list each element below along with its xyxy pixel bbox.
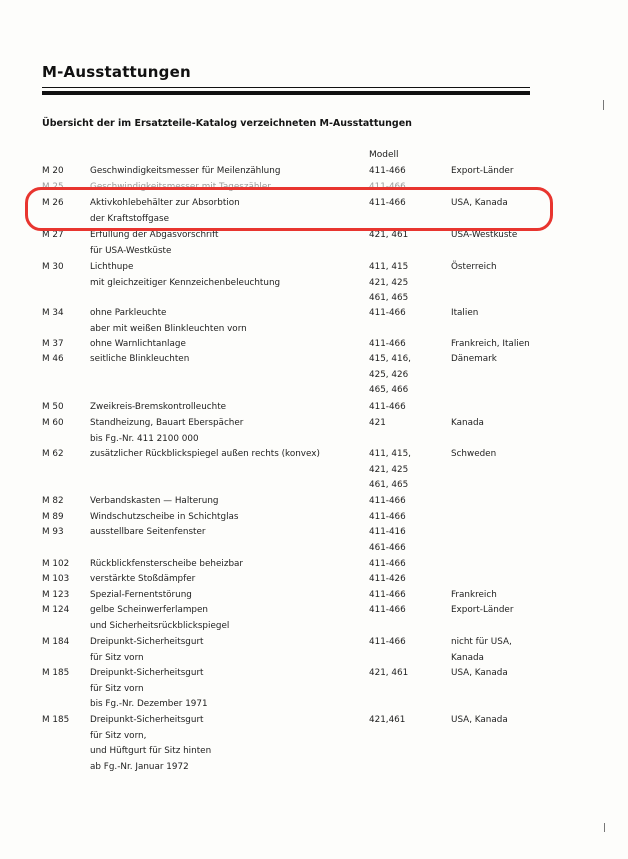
row-description: und Sicherheitsrückblickspiegel <box>90 620 230 631</box>
row-country: USA, Kanada <box>451 668 508 678</box>
row-description: Dreipunkt-Sicherheitsgurt <box>90 637 204 647</box>
row-description: gelbe Scheinwerferlampen <box>90 605 208 615</box>
row-model: 461-466 <box>369 542 406 553</box>
row-description: zusätzlicher Rückblickspiegel außen rechts (konvex) <box>90 449 320 459</box>
row-model: 411-466 <box>369 182 406 192</box>
row-code: M 82 <box>42 496 64 506</box>
row-description: ohne Warnlichtanlage <box>90 339 186 349</box>
row-description: und Hüftgurt für Sitz hinten <box>90 746 212 757</box>
row-model: 411-466 <box>369 605 406 615</box>
row-model: 421, 461 <box>369 230 409 240</box>
row-description: mit gleichzeitiger Kennzeichenbeleuchtung <box>90 277 281 288</box>
row-code: M 62 <box>42 449 64 459</box>
row-code: M 46 <box>42 354 64 364</box>
row-model: 411-466 <box>369 496 406 506</box>
row-description: Aktivkohlebehälter zur Absorbtion <box>90 198 240 208</box>
row-model: 411-416 <box>369 527 406 537</box>
row-model: 411-466 <box>369 590 406 600</box>
margin-mark <box>603 100 604 110</box>
row-model: 411-466 <box>369 308 406 318</box>
row-description: der Kraftstoffgase <box>90 213 170 224</box>
row-description: Spezial-Fernentstörung <box>90 590 192 600</box>
row-country: Italien <box>451 308 479 318</box>
row-model: 411-466 <box>369 166 406 176</box>
row-description: Verbandskasten — Halterung <box>90 496 219 506</box>
row-country: Schweden <box>451 449 497 459</box>
row-description: ausstellbare Seitenfenster <box>90 527 206 537</box>
row-code: M 89 <box>42 512 64 522</box>
row-description: für Sitz vorn <box>90 652 144 663</box>
row-country: Österreich <box>451 262 497 272</box>
row-code: M 50 <box>42 402 64 412</box>
row-description: verstärkte Stoßdämpfer <box>90 574 196 584</box>
row-code: M 103 <box>42 574 70 584</box>
row-description: Erfüllung der Abgasvorschrift <box>90 230 219 240</box>
row-description: für Sitz vorn <box>90 683 144 694</box>
row-model: 411, 415, <box>369 449 411 459</box>
row-code: M 26 <box>42 198 64 208</box>
title-rule-thin <box>42 87 530 88</box>
row-model: 411-466 <box>369 339 406 349</box>
row-model: 411-466 <box>369 512 406 522</box>
row-model: 425, 426 <box>369 369 409 380</box>
row-code: M 185 <box>42 668 70 678</box>
row-code: M 25 <box>42 182 64 192</box>
row-description: Geschwindigkeitsmesser für Meilenzählung <box>90 166 281 176</box>
row-model: 421, 461 <box>369 668 409 678</box>
row-code: M 102 <box>42 559 70 569</box>
row-code: M 37 <box>42 339 64 349</box>
row-country: USA, Kanada <box>451 198 508 208</box>
row-model: 415, 416, <box>369 354 411 364</box>
row-model: 461, 465 <box>369 480 409 491</box>
row-description: ab Fg.-Nr. Januar 1972 <box>90 761 189 772</box>
row-model: 421, 425 <box>369 277 409 288</box>
row-code: M 124 <box>42 605 70 615</box>
row-model: 411-466 <box>369 559 406 569</box>
row-country: Dänemark <box>451 354 497 364</box>
row-country: Export-Länder <box>451 166 514 176</box>
row-country: nicht für USA, <box>451 637 512 647</box>
row-description: seitliche Blinkleuchten <box>90 354 190 364</box>
row-description: Lichthupe <box>90 262 134 272</box>
margin-mark <box>604 823 605 832</box>
row-model: 411-426 <box>369 574 406 584</box>
row-description: Standheizung, Bauart Eberspächer <box>90 418 244 428</box>
row-code: M 30 <box>42 262 64 272</box>
row-code: M 93 <box>42 527 64 537</box>
row-country: Frankreich, Italien <box>451 339 530 349</box>
row-model: 421, 425 <box>369 464 409 475</box>
row-code: M 185 <box>42 715 70 725</box>
row-description: Dreipunkt-Sicherheitsgurt <box>90 715 204 725</box>
row-description: für USA-Westküste <box>90 245 172 256</box>
row-description: bis Fg.-Nr. Dezember 1971 <box>90 699 208 710</box>
row-code: M 123 <box>42 590 70 600</box>
row-code: M 60 <box>42 418 64 428</box>
row-code: M 20 <box>42 166 64 176</box>
row-description: Rückblickfensterscheibe beheizbar <box>90 559 244 569</box>
row-model: 465, 466 <box>369 385 409 396</box>
row-description: Dreipunkt-Sicherheitsgurt <box>90 668 204 678</box>
row-country: USA, Kanada <box>451 715 508 725</box>
row-description: aber mit weißen Blinkleuchten vorn <box>90 323 247 334</box>
page-subtitle: Übersicht der im Ersatzteile-Katalog verzeichneten M-Ausstattungen <box>42 118 412 129</box>
row-description: bis Fg.-Nr. 411 2100 000 <box>90 433 199 444</box>
page-title: M-Ausstattungen <box>42 63 191 81</box>
row-country: Kanada <box>451 652 484 663</box>
row-model: 421 <box>369 418 386 428</box>
row-country: Export-Länder <box>451 605 514 615</box>
row-model: 421,461 <box>369 715 406 725</box>
row-model: 461, 465 <box>369 293 409 304</box>
row-description: Geschwindigkeitsmesser mit Tageszähler <box>90 182 271 192</box>
row-description: ohne Parkleuchte <box>90 308 167 318</box>
row-code: M 34 <box>42 308 64 318</box>
row-description: für Sitz vorn, <box>90 730 147 741</box>
row-description: Zweikreis-Bremskontrolleuchte <box>90 402 227 412</box>
row-country: USA-Westküste <box>451 230 518 240</box>
row-code: M 184 <box>42 637 70 647</box>
column-header-model: Modell <box>369 150 399 160</box>
row-code: M 27 <box>42 230 64 240</box>
row-country: Kanada <box>451 418 484 428</box>
row-model: 411-466 <box>369 198 406 208</box>
title-rule-thick <box>42 91 530 95</box>
row-description: Windschutzscheibe in Schichtglas <box>90 512 239 522</box>
row-country: Frankreich <box>451 590 497 600</box>
row-model: 411-466 <box>369 637 406 647</box>
row-model: 411, 415 <box>369 262 409 272</box>
highlight-annotation <box>25 187 553 231</box>
row-model: 411-466 <box>369 402 406 412</box>
